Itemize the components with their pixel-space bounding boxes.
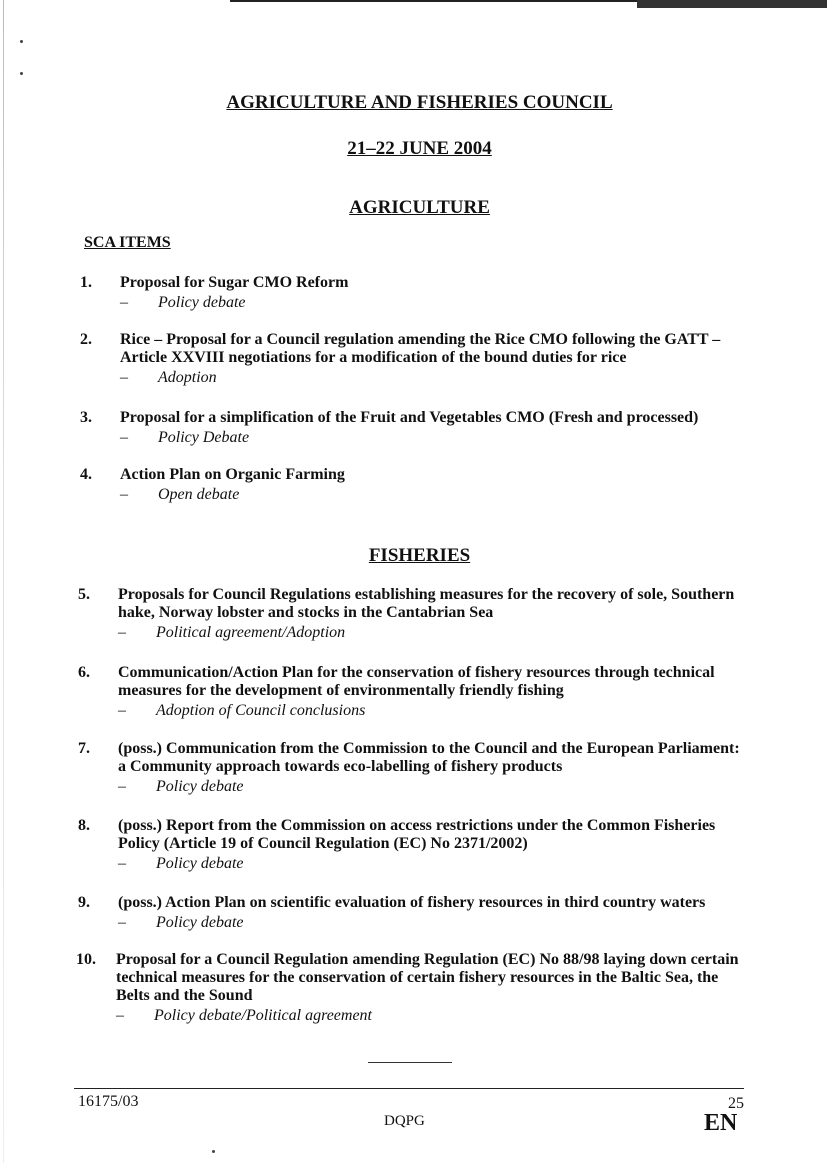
- meeting-date: 21–22 JUNE 2004: [347, 138, 492, 159]
- item-action: [118, 914, 748, 932]
- agenda-item-3: [80, 409, 750, 447]
- item-title: Rice – Proposal for a Council regulation amending the Rice CMO following the GATT – Article XXVIII negotiations for a modification of the bound duties for rice: [120, 331, 721, 366]
- item-action-text: Policy debate: [156, 855, 244, 872]
- item-action: [120, 486, 750, 504]
- item-title: (poss.) Action Plan on scientific evaluation of fishery resources in third country waters: [118, 894, 706, 911]
- dash: –: [118, 855, 126, 872]
- dash: –: [116, 1007, 124, 1024]
- item-title: Proposals for Council Regulations establishing measures for the recovery of sole, Southern hake, Norway lobster and stocks in the Cantabrian Sea: [118, 586, 735, 621]
- agenda-item-7: [78, 740, 748, 796]
- item-title: Communication/Action Plan for the conservation of fishery resources through technical measures for the development of environmentally friendly fishing: [118, 664, 715, 699]
- item-number: 3.: [80, 409, 92, 426]
- item-action-text: Policy debate: [156, 778, 244, 795]
- item-action: [116, 1007, 746, 1025]
- item-number: 10.: [76, 951, 96, 968]
- scan-speck: [20, 72, 23, 75]
- agenda-item-5: [78, 586, 748, 642]
- item-number: 5.: [78, 586, 90, 603]
- item-action: [118, 702, 748, 720]
- dash: –: [118, 778, 126, 795]
- item-number: 8.: [78, 817, 90, 834]
- agenda-item-9: [78, 894, 748, 932]
- dash: –: [120, 369, 128, 386]
- agenda-item-10: [76, 951, 746, 1025]
- item-action-text: Political agreement/Adoption: [156, 624, 346, 641]
- item-title: Proposal for a simplification of the Fruit and Vegetables CMO (Fresh and processed): [120, 409, 699, 426]
- scan-edge-top-right: [637, 0, 827, 8]
- item-number: 1.: [80, 274, 92, 291]
- item-action: [120, 429, 750, 447]
- department-code: DQPG: [384, 1113, 425, 1129]
- section-heading-fisheries: FISHERIES: [368, 545, 471, 566]
- agenda-item-1: [80, 274, 750, 312]
- item-action-text: Adoption of Council conclusions: [156, 702, 366, 719]
- item-title: (poss.) Report from the Commission on access restrictions under the Common Fisheries Policy (Article 19 of Council Regulation (EC) No 2371/2002): [118, 817, 716, 852]
- agenda-item-6: [78, 664, 748, 720]
- item-title: Proposal for Sugar CMO Reform: [120, 274, 349, 291]
- item-number: 9.: [78, 894, 90, 911]
- item-action-text: Policy Debate: [158, 429, 250, 446]
- agenda-item-8: [78, 817, 748, 873]
- scan-speck: [212, 1150, 215, 1153]
- item-title: Action Plan on Organic Farming: [120, 466, 345, 483]
- item-action: [118, 624, 748, 642]
- item-action-text: Policy debate: [156, 914, 244, 931]
- item-action: [118, 778, 748, 796]
- item-number: 4.: [80, 466, 92, 483]
- item-title: (poss.) Communication from the Commission to the Council and the European Parliament: a Community approach towards eco-labelling of fishery products: [118, 740, 740, 775]
- scan-edge-left: [3, 0, 4, 1163]
- document-reference: 16175/03: [78, 1093, 139, 1110]
- agenda-item-4: [80, 466, 750, 504]
- item-number: 2.: [80, 331, 92, 348]
- document-title: AGRICULTURE AND FISHERIES COUNCIL: [226, 92, 613, 113]
- scan-speck: [20, 40, 23, 43]
- item-number: 7.: [78, 740, 90, 757]
- page-number: 25: [728, 1095, 744, 1112]
- item-number: 6.: [78, 664, 90, 681]
- item-action-text: Open debate: [158, 486, 240, 503]
- language-code: EN: [704, 1110, 738, 1136]
- section-heading-agriculture: AGRICULTURE: [349, 197, 490, 218]
- item-action-text: Policy debate/Political agreement: [154, 1007, 372, 1024]
- dash: –: [118, 702, 126, 719]
- item-action: [118, 855, 748, 873]
- item-action: [120, 294, 750, 312]
- dash: –: [118, 624, 126, 641]
- dash: –: [120, 429, 128, 446]
- item-action: [120, 369, 750, 387]
- item-action-text: Policy debate: [158, 294, 246, 311]
- end-separator: [368, 1062, 452, 1063]
- agenda-item-2: [80, 331, 750, 387]
- dash: –: [120, 294, 128, 311]
- dash: –: [120, 486, 128, 503]
- item-title: Proposal for a Council Regulation amending Regulation (EC) No 88/98 laying down certain technical measures for the conservation of certain fishery resources in the Baltic Sea, the Belts and the Sound: [116, 951, 739, 1004]
- item-action-text: Adoption: [158, 369, 217, 386]
- dash: –: [118, 914, 126, 931]
- sca-items-label: SCA ITEMS: [84, 234, 171, 251]
- footer-divider: [74, 1088, 744, 1089]
